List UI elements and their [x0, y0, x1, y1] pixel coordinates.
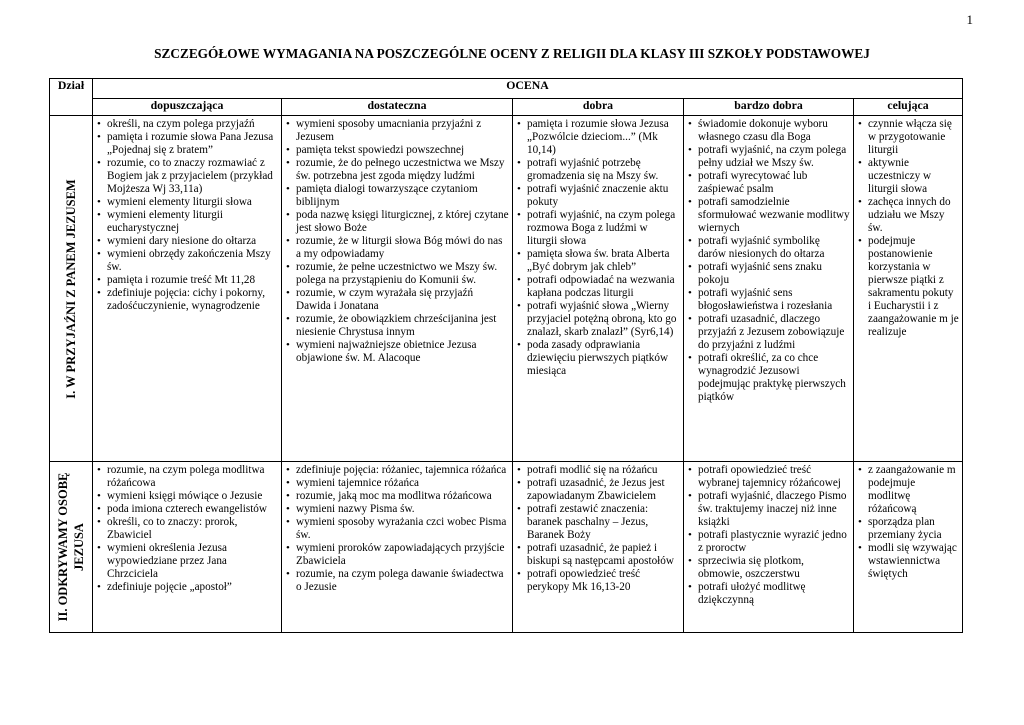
- requirement-item: • wymieni nazwy Pisma św.: [284, 503, 509, 516]
- requirement-item: • sporządza plan przemiany życia: [856, 516, 959, 542]
- requirement-item: • pamięta i rozumie treść Mt 11,28: [95, 274, 278, 287]
- requirement-item: • czynnie włącza się w przygotowanie liturgii: [856, 118, 959, 157]
- grade-header-dopuszczajaca: dopuszczająca: [93, 99, 282, 116]
- requirement-item: • potrafi opowiedzieć treść perykopy Mk 16,13-20: [515, 568, 680, 594]
- requirement-item: • zdefiniuje pojęcia: cichy i pokorny, zadośćuczynienie, wynagrodzenie: [95, 287, 278, 313]
- requirement-item: • potrafi odpowiadać na wezwania kapłana podczas liturgii: [515, 274, 680, 300]
- requirement-list: [513, 116, 683, 378]
- requirement-item: • potrafi uzasadnić, dlaczego przyjaźń z Jezusem zobowiązuje do przyjaźni z ludźmi: [686, 313, 850, 352]
- requirement-item: • potrafi wyjaśnić potrzebę gromadzenia się na Mszy św.: [515, 157, 680, 183]
- requirement-item: • wymieni sposoby umacniania przyjaźni z Jezusem: [284, 118, 509, 144]
- requirement-item: • potrafi samodzielnie sformułować wezwanie modlitwy wiernych: [686, 196, 850, 235]
- requirement-item: • potrafi wyjaśnić sens błogosławieństwa i rozesłania: [686, 287, 850, 313]
- requirement-item: • potrafi zestawić znaczenia: baranek paschalny – Jezus, Baranek Boży: [515, 503, 680, 542]
- requirement-item: • wymieni księgi mówiące o Jezusie: [95, 490, 278, 503]
- requirement-item: • rozumie, co to znaczy rozmawiać z Bogiem jak z przyjacielem (przykład Mojżesza Wj 33,11a): [95, 157, 278, 196]
- requirement-item: • pamięta i rozumie słowa Pana Jezusa „Pojednaj się z bratem”: [95, 131, 278, 157]
- section-title: I. W PRZYJAŹNI Z PANEM JEZUSEM: [64, 178, 78, 399]
- section-title-cell: [50, 116, 93, 462]
- requirement-item: • rozumie, że do pełnego uczestnictwa we Mszy św. potrzebna jest zgoda między ludźmi: [284, 157, 509, 183]
- section-row: [50, 462, 963, 633]
- requirement-item: • potrafi plastycznie wyrazić jedno z proroctw: [686, 529, 850, 555]
- requirement-item: • określi, co to znaczy: prorok, Zbawiciel: [95, 516, 278, 542]
- ocena-header: OCENA: [93, 79, 963, 99]
- requirement-item: • rozumie, jaką moc ma modlitwa różańcowa: [284, 490, 509, 503]
- requirement-item: • poda nazwę księgi liturgicznej, z której czytane jest słowo Boże: [284, 209, 509, 235]
- requirement-item: • określi, na czym polega przyjaźń: [95, 118, 278, 131]
- requirement-item: • aktywnie uczestniczy w liturgii słowa: [856, 157, 959, 196]
- requirement-item: • wymieni elementy liturgii słowa: [95, 196, 278, 209]
- requirement-item: • z zaangażowanie m podejmuje modlitwę różańcową: [856, 464, 959, 516]
- requirement-item: • podejmuje postanowienie korzystania w pierwsze piątki z sakramentu pokuty i Eucharystii i z zaangażowanie m je realizuje: [856, 235, 959, 339]
- requirement-item: • pamięta tekst spowiedzi powszechnej: [284, 144, 509, 157]
- requirement-item: • rozumie, w czym wyrażała się przyjaźń Dawida i Jonatana: [284, 287, 509, 313]
- requirement-list: [513, 462, 683, 594]
- grade-cell: [684, 116, 854, 462]
- requirement-item: • pamięta dialogi towarzyszące czytaniom biblijnym: [284, 183, 509, 209]
- requirement-item: • potrafi wyjaśnić znaczenie aktu pokuty: [515, 183, 680, 209]
- grade-cell: [513, 116, 684, 462]
- requirement-item: • wymieni elementy liturgii eucharystycznej: [95, 209, 278, 235]
- requirement-item: • potrafi wyrecytować lub zaśpiewać psalm: [686, 170, 850, 196]
- requirement-item: • potrafi wyjaśnić, na czym polega pełny udział we Mszy św.: [686, 144, 850, 170]
- requirement-item: • modli się wzywając wstawiennictwa świętych: [856, 542, 959, 581]
- grade-cell: [513, 462, 684, 633]
- requirement-item: • pamięta słowa św. brata Alberta „Być dobrym jak chleb”: [515, 248, 680, 274]
- grade-cell: [93, 116, 282, 462]
- requirement-item: • potrafi uzasadnić, że papież i biskupi są następcami apostołów: [515, 542, 680, 568]
- requirement-item: • wymieni określenia Jezusa wypowiedziane przez Jana Chrzciciela: [95, 542, 278, 581]
- requirement-item: • rozumie, na czym polega modlitwa różańcowa: [95, 464, 278, 490]
- requirement-item: • wymieni tajemnice różańca: [284, 477, 509, 490]
- requirement-item: • potrafi opowiedzieć treść wybranej tajemnicy różańcowej: [686, 464, 850, 490]
- requirement-list: [93, 116, 281, 313]
- requirement-item: • świadomie dokonuje wyboru własnego czasu dla Boga: [686, 118, 850, 144]
- grade-header-dostateczna: dostateczna: [282, 99, 513, 116]
- requirement-list: [684, 462, 853, 607]
- requirement-item: • wymieni dary niesione do ołtarza: [95, 235, 278, 248]
- document-title: SZCZEGÓŁOWE WYMAGANIA NA POSZCZEGÓLNE OCENY Z RELIGII DLA KLASY III SZKOŁY PODSTAWOWEJ: [154, 46, 870, 61]
- section-row: [50, 116, 963, 462]
- requirement-list: [684, 116, 853, 404]
- requirement-item: • rozumie, że obowiązkiem chrześcijanina jest niesienie Chrystusa innym: [284, 313, 509, 339]
- grade-header-bardzo-dobra: bardzo dobra: [684, 99, 854, 116]
- requirement-list: [282, 116, 512, 365]
- requirement-item: • poda imiona czterech ewangelistów: [95, 503, 278, 516]
- grade-cell: [282, 116, 513, 462]
- requirement-list: [282, 462, 512, 594]
- grade-header-dobra: dobra: [513, 99, 684, 116]
- requirement-item: • potrafi uzasadnić, że Jezus jest zapowiadanym Zbawicielem: [515, 477, 680, 503]
- requirement-list: [93, 462, 281, 594]
- requirement-item: • pamięta i rozumie słowa Jezusa „Pozwólcie dzieciom...” (Mk 10,14): [515, 118, 680, 157]
- requirement-item: • potrafi modlić się na różańcu: [515, 464, 680, 477]
- requirement-list: [854, 116, 962, 339]
- requirement-item: • potrafi ułożyć modlitwę dziękczynną: [686, 581, 850, 607]
- page-number: 1: [966, 12, 973, 27]
- grade-cell: [854, 116, 963, 462]
- requirement-item: • rozumie, na czym polega dawanie świadectwa o Jezusie: [284, 568, 509, 594]
- grade-header-celujaca: celująca: [854, 99, 963, 116]
- requirement-item: • wymieni sposoby wyrażania czci wobec Pisma św.: [284, 516, 509, 542]
- section-title: II. ODKRYWAMY OSOBĘ JEZUSA: [56, 472, 86, 622]
- requirement-item: • zdefiniuje pojęcia: różaniec, tajemnica różańca: [284, 464, 509, 477]
- grade-cell: [684, 462, 854, 633]
- requirement-item: • potrafi wyjaśnić sens znaku pokoju: [686, 261, 850, 287]
- requirement-item: • potrafi określić, za co chce wynagrodzić Jezusowi podejmując praktykę pierwszych piątków: [686, 352, 850, 404]
- section-title-cell: [50, 462, 93, 633]
- requirement-item: • wymieni proroków zapowiadających przyjście Zbawiciela: [284, 542, 509, 568]
- grade-cell: [854, 462, 963, 633]
- requirement-item: • wymieni najważniejsze obietnice Jezusa objawione św. M. Alacoque: [284, 339, 509, 365]
- dzial-header: Dział: [50, 79, 93, 116]
- requirement-item: • sprzeciwia się plotkom, obmowie, oszczerstwu: [686, 555, 850, 581]
- requirements-table: [49, 78, 963, 633]
- grade-cell: [93, 462, 282, 633]
- requirement-item: • potrafi wyjaśnić, dlaczego Pismo św. traktujemy inaczej niż inne książki: [686, 490, 850, 529]
- requirement-item: • wymieni obrzędy zakończenia Mszy św.: [95, 248, 278, 274]
- requirement-item: • rozumie, że pełne uczestnictwo we Mszy św. polega na przystąpieniu do Komunii św.: [284, 261, 509, 287]
- requirement-item: • potrafi wyjaśnić symbolikę darów niesionych do ołtarza: [686, 235, 850, 261]
- requirement-item: • potrafi wyjaśnić słowa „Wierny przyjaciel potężną obroną, kto go znalazł, skarb znalazł” (Syr6,14): [515, 300, 680, 339]
- requirement-item: • poda zasady odprawiania dziewięciu pierwszych piątków miesiąca: [515, 339, 680, 378]
- requirement-item: • zdefiniuje pojęcie „apostoł”: [95, 581, 278, 594]
- requirement-item: • zachęca innych do udziału we Mszy św.: [856, 196, 959, 235]
- requirement-item: • potrafi wyjaśnić, na czym polega rozmowa Boga z ludźmi w liturgii słowa: [515, 209, 680, 248]
- requirement-list: [854, 462, 962, 581]
- grade-cell: [282, 462, 513, 633]
- requirement-item: • rozumie, że w liturgii słowa Bóg mówi do nas a my odpowiadamy: [284, 235, 509, 261]
